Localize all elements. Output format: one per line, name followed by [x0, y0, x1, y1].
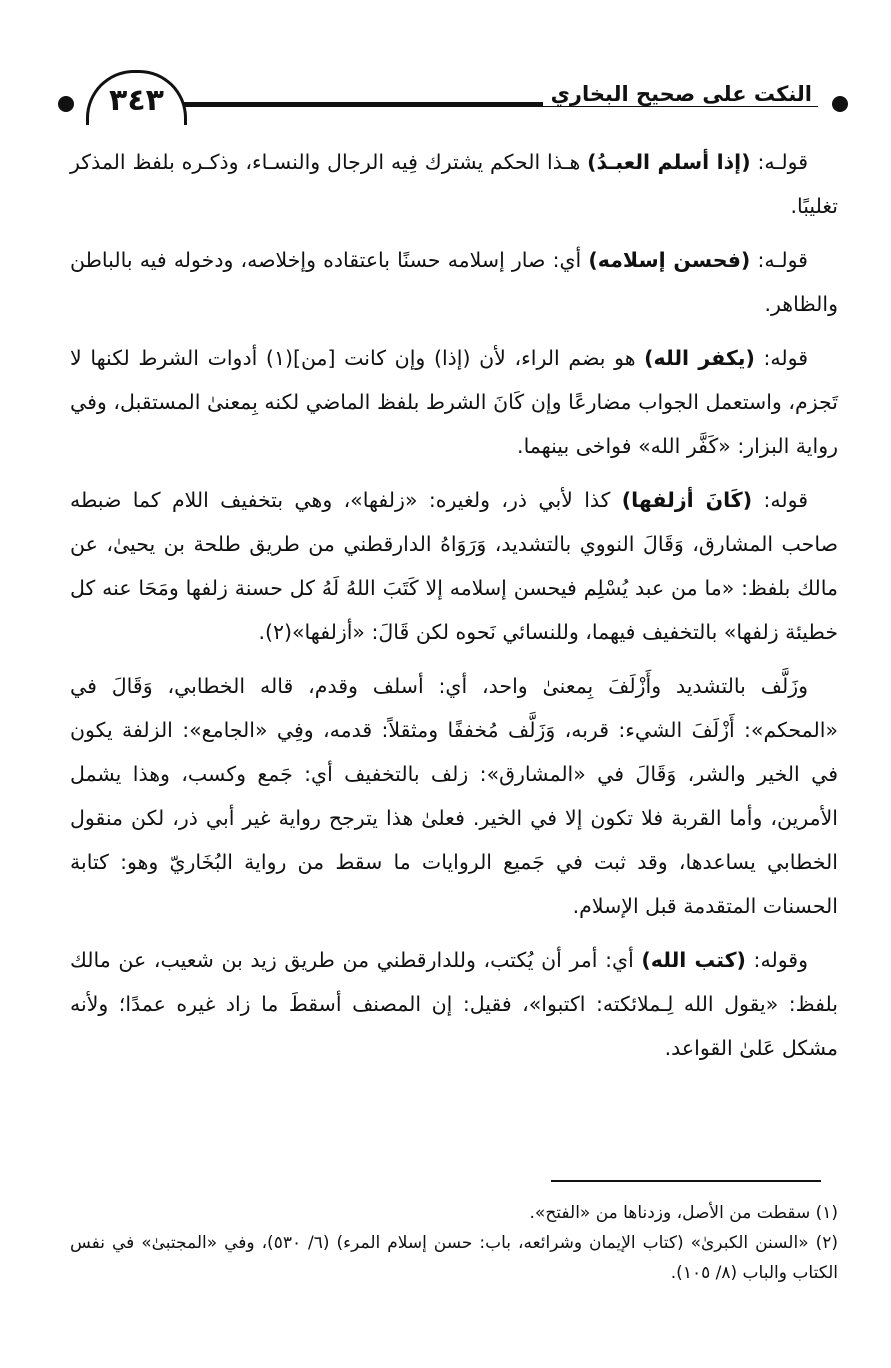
paragraph — [70, 336, 838, 468]
page-header — [58, 62, 848, 132]
paragraph-text: هو بضم الراء، لأن (إذا) وإن كانت [من](١) أدوات الشرط لكنها لا تَجزم، واستعمل الجواب مضارعًا وإن كَانَ الشرط بلفظ الماضي لكنه بِمعنىٰ المستقبل، وفي رواية البزار: «كَفَّر الله» فواخى بينهما. — [70, 346, 838, 458]
header-dot-right — [832, 96, 848, 112]
footnote-2: (٢) «السنن الكبرىٰ» (كتاب الإيمان وشرائعه، باب: حسن إسلام المرء) (٦/ ٥٣٠)، وفي «المجتبىٰ» في نفس الكتاب والباب (٨/ ١٠٥). — [70, 1233, 838, 1283]
footnotes — [70, 1180, 838, 1288]
paragraph-lead: قولـه: — [750, 150, 808, 174]
header-dot-left — [58, 96, 74, 112]
paragraph-lead: وقوله: — [745, 948, 808, 972]
paragraph-lead: قولـه: — [750, 248, 808, 272]
paragraph-quote: (كتب الله) — [641, 948, 746, 972]
paragraph-quote: (فحسن إسلامه) — [588, 248, 751, 272]
paragraph-text: أي: صار إسلامه حسنًا باعتقاده وإخلاصه، ودخوله فيه بالباطن والظاهر. — [70, 248, 838, 316]
paragraph-quote: (إذا أسلم العبـدُ) — [587, 150, 751, 174]
paragraph-lead: قوله: — [754, 346, 808, 370]
footnote-1: (١) سقطت من الأصل، وزدناها من «الفتح». — [529, 1203, 838, 1223]
main-text — [70, 140, 838, 1080]
paragraph-text: كذا لأبي ذر، ولغيره: «زلفها»، وهي بتخفيف اللام كما ضبطه صاحب المشارق، وَقَالَ النووي بالتشديد، وَرَوَاهُ الدارقطني من طريق طلحة بن يحيىٰ، عن مالك بلفظ: «ما من عبد يُسْلِم فيحسن إسلامه إلا كَتَبَ اللهُ لَهُ كل حسنة زلفها ومَحَا عنه كل خطيئة زلفها» بالتخفيف فيهما، وللنسائي نَحوه لكن قَالَ: «أزلفها»(٢). — [70, 488, 838, 644]
paragraph-text: هـذا الحكم يشترك فِيه الرجال والنسـاء، وذكـره بلفظ المذكر تغليبًا. — [70, 150, 838, 218]
paragraph-quote: (يكفر الله) — [644, 346, 755, 370]
paragraph-text: أي: أمر أن يُكتب، وللدارقطني من طريق زيد بن شعيب، عن مالك بلفظ: «يقول الله لِـملائكته: اكتبوا»، فقيل: إن المصنف أسقطَ ما زاد غيره عمدًا؛ ولأنه مشكل عَلىٰ القواعد. — [70, 948, 838, 1060]
paragraph — [70, 140, 838, 228]
paragraph — [70, 938, 838, 1070]
paragraph — [70, 238, 838, 326]
page-number: ٣٤٣ — [109, 83, 164, 118]
paragraph — [70, 478, 838, 654]
running-title: النكت على صحيح البخاري — [543, 82, 820, 106]
paragraph-quote: (كَانَ أزلفها) — [621, 488, 753, 512]
paragraph-text: وزَلَّف بالتشديد وأَزْلَفَ بِمعنىٰ واحد، أي: أسلف وقدم، قاله الخطابي، وَقَالَ في «المحكم»: أَزْلَفَ الشيء: قربه، وَزَلَّف مُخففًا ومثقلاً: قدمه، وفِي «الجامع»: الزلفة يكون في الخير والشر، وَقَالَ في «المشارق»: زلف بالتخفيف أي: جَمع وكسب، وهذا يشمل الأمرين، وأما القربة فلا تكون إلا في الخير. فعلىٰ هذا يترجح رواية غير أبي ذر، لكن منقول الخطابي يساعدها، وقد ثبت في جَميع الروايات ما سقط من رواية البُخَاريّ وهو: كتابة الحسنات المتقدمة قبل الإسلام. — [70, 674, 838, 918]
paragraph-lead: قوله: — [752, 488, 808, 512]
paragraph — [70, 664, 838, 928]
page-number-frame — [86, 70, 187, 125]
